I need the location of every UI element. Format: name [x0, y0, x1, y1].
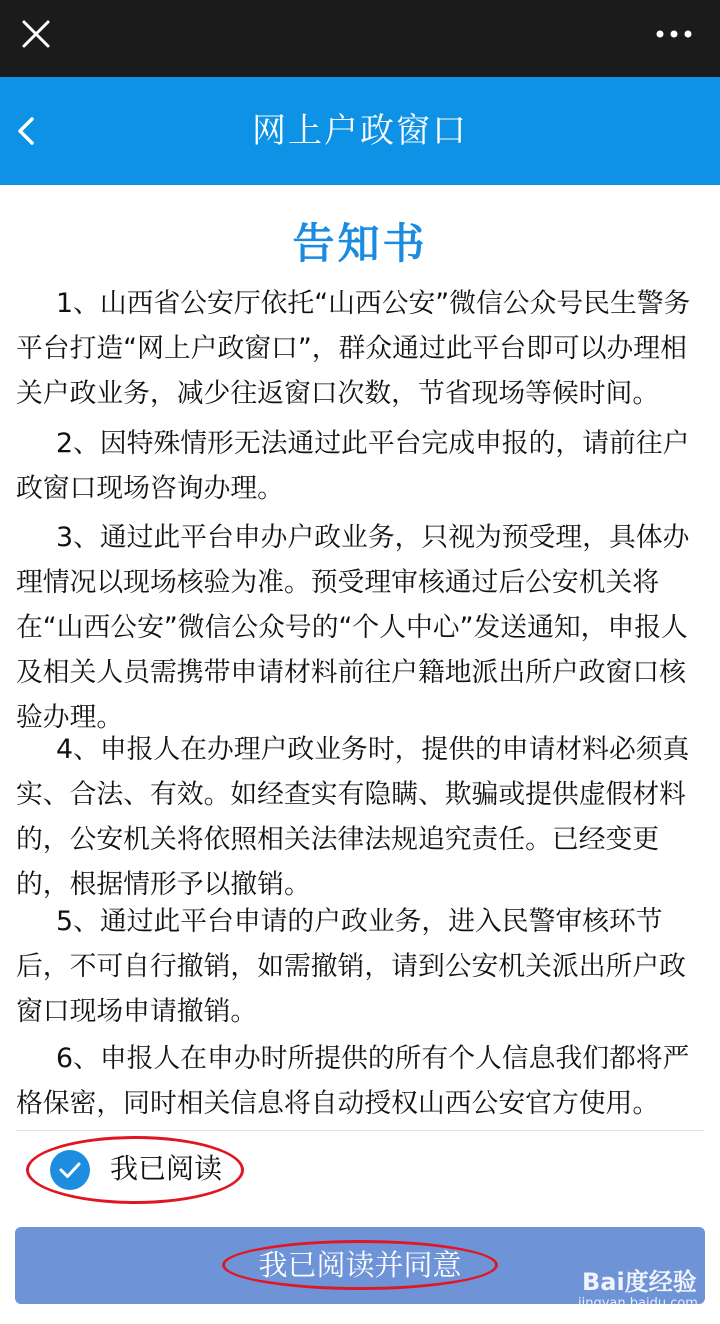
divider: [16, 1130, 704, 1131]
checkbox-circle[interactable]: [50, 1150, 90, 1190]
more-icon: [650, 20, 698, 48]
close-button[interactable]: [16, 14, 56, 54]
read-checkbox-label: 我已阅读: [110, 1152, 223, 1185]
chevron-left-icon: [8, 107, 48, 155]
notice-paragraph-4: 4、申报人在办理户政业务时，提供的申请材料必须真实、合法、有效。如经查实有隐瞒、欺骗或提供虚假材料的，公安机关将依照相关法律法规追究责任。已经变更的，根据情形予以撤销。: [16, 734, 690, 900]
notice-paragraph-5: 5、通过此平台申请的户政业务，进入民警审核环节后，不可自行撤销，如需撤销，请到公安机关派出所户政窗口现场申请撤销。: [16, 906, 686, 1027]
check-icon: [50, 1150, 90, 1190]
notice-paragraph-3: 3、通过此平台申办户政业务，只视为预受理，具体办理情况以现场核验为准。预受理审核通过后公安机关将在“山西公安”微信公众号的“个人中心”发送通知，申报人及相关人员需携带申请材料前往户籍地派出所户政窗口核验办理。: [16, 522, 690, 733]
agree-button[interactable]: [15, 1227, 705, 1304]
notice-paragraph-2: 2、因特殊情形无法通过此平台完成申报的，请前往户政窗口现场咨询办理。: [16, 428, 690, 504]
nav-bar: [0, 77, 720, 185]
watermark-url: jingyan.baidu.com: [578, 1296, 698, 1311]
watermark-brand: Bai度经验: [582, 1268, 697, 1296]
top-bar: [0, 0, 720, 77]
notice-paragraph-1: 1、山西省公安厅依托“山西公安”微信公众号民生警务平台打造“网上户政窗口”，群众通过此平台即可以办理相关户政业务，减少往返窗口次数，节省现场等候时间。: [16, 288, 691, 409]
agree-button-label: 我已阅读并同意: [258, 1248, 462, 1282]
nav-title: 网上户政窗口: [252, 111, 468, 151]
notice-paragraph-6: 6、申报人在申办时所提供的所有个人信息我们都将严格保密，同时相关信息将自动授权山西公安官方使用。: [16, 1043, 690, 1119]
notice-title: 告知书: [292, 219, 428, 268]
close-icon: [16, 14, 56, 54]
back-button[interactable]: [8, 107, 48, 155]
more-button[interactable]: [650, 20, 698, 48]
